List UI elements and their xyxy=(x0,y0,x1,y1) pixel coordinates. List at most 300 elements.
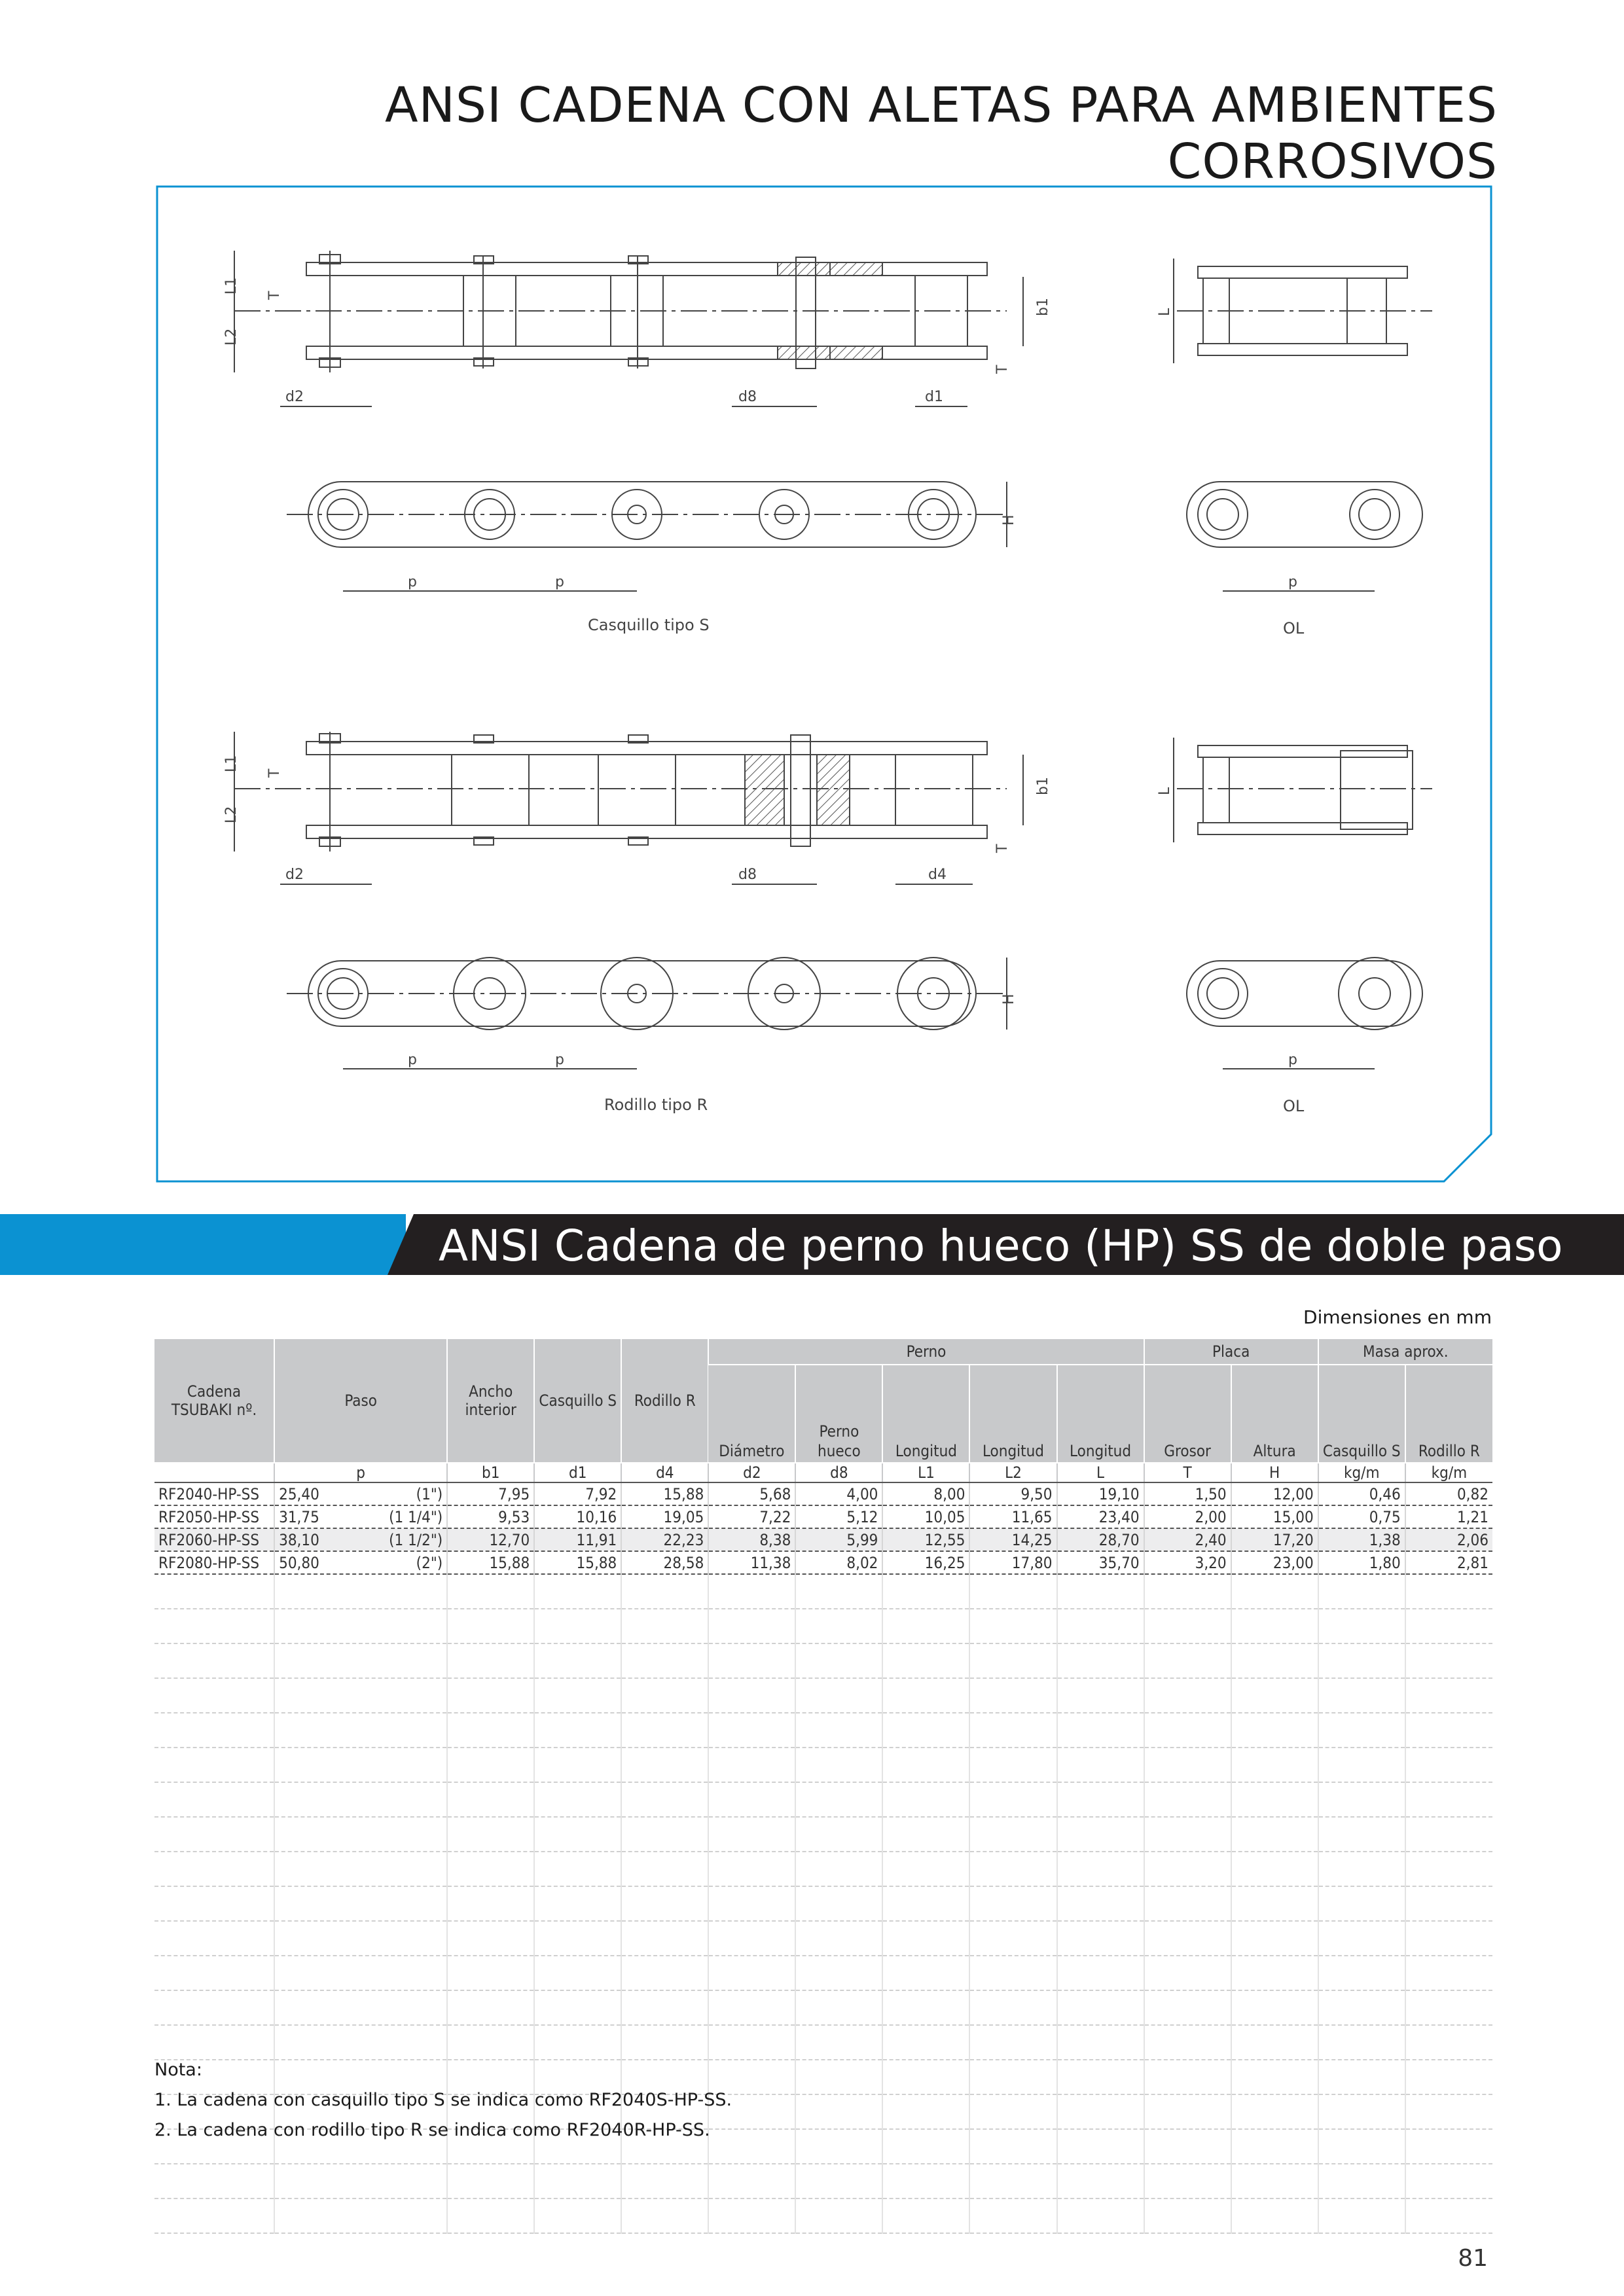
empty-cell xyxy=(708,1956,795,1990)
cell-mass-r: 2,06 xyxy=(1405,1528,1492,1551)
empty-cell xyxy=(795,2198,882,2233)
empty-cell xyxy=(274,1921,447,1956)
svg-text:p: p xyxy=(1288,1052,1297,1068)
empty-cell xyxy=(534,1643,621,1678)
empty-cell xyxy=(274,1643,447,1678)
col-rodillo: Rodillo R xyxy=(621,1339,708,1463)
symbol-cell: d1 xyxy=(534,1463,621,1482)
empty-cell xyxy=(1057,1713,1144,1748)
svg-text:H: H xyxy=(1001,514,1017,526)
symbol-cell: L xyxy=(1057,1463,1144,1482)
cell-l2: 17,80 xyxy=(969,1551,1056,1574)
empty-cell xyxy=(795,1609,882,1643)
empty-cell xyxy=(621,2198,708,2233)
empty-cell xyxy=(708,1678,795,1713)
empty-cell xyxy=(795,1990,882,2025)
empty-cell xyxy=(1144,1852,1231,1886)
empty-cell xyxy=(1318,2094,1405,2129)
cell-b1: 9,53 xyxy=(447,1505,534,1528)
empty-cell xyxy=(882,1852,969,1886)
empty-cell xyxy=(795,1643,882,1678)
empty-table-row xyxy=(154,1990,1492,2025)
empty-cell xyxy=(1144,1886,1231,1921)
empty-cell xyxy=(274,1990,447,2025)
cell-h: 12,00 xyxy=(1231,1482,1318,1505)
empty-cell xyxy=(1144,2129,1231,2164)
svg-text:L1: L1 xyxy=(223,277,240,295)
cell-h: 23,00 xyxy=(1231,1551,1318,1574)
svg-text:L: L xyxy=(1157,308,1173,316)
cell-h: 17,20 xyxy=(1231,1528,1318,1551)
empty-cell xyxy=(795,1782,882,1817)
col-grosor: Grosor xyxy=(1144,1365,1231,1463)
empty-cell xyxy=(274,1678,447,1713)
empty-cell xyxy=(621,1782,708,1817)
symbol-cell: d8 xyxy=(795,1463,882,1482)
empty-cell xyxy=(1405,1609,1492,1643)
empty-cell xyxy=(708,1643,795,1678)
empty-cell xyxy=(1405,2025,1492,2060)
empty-cell xyxy=(1318,2060,1405,2094)
empty-cell xyxy=(1057,1643,1144,1678)
empty-cell xyxy=(1405,2060,1492,2094)
cell-d2: 11,38 xyxy=(708,1551,795,1574)
col-casquillo: Casquillo S xyxy=(534,1339,621,1463)
empty-table-row xyxy=(154,1852,1492,1886)
cell-l1: 8,00 xyxy=(882,1482,969,1505)
empty-cell xyxy=(621,1817,708,1852)
empty-cell xyxy=(882,1921,969,1956)
empty-cell xyxy=(1144,1956,1231,1990)
empty-cell xyxy=(621,1713,708,1748)
table-row xyxy=(154,1528,1492,1551)
cell-d1: 7,92 xyxy=(534,1482,621,1505)
svg-text:d8: d8 xyxy=(738,867,757,883)
top-view-s xyxy=(223,251,1051,406)
empty-cell xyxy=(969,2198,1056,2233)
cell-l2: 11,65 xyxy=(969,1505,1056,1528)
empty-cell xyxy=(1057,1817,1144,1852)
page-number: 81 xyxy=(1458,2245,1488,2272)
empty-cell xyxy=(969,1574,1056,1609)
empty-cell xyxy=(1144,1678,1231,1713)
empty-cell xyxy=(621,1886,708,1921)
empty-cell xyxy=(1231,1956,1318,1990)
units-note: Dimensiones en mm xyxy=(1303,1306,1492,1328)
symbol-cell: b1 xyxy=(447,1463,534,1482)
svg-text:p: p xyxy=(408,1052,417,1068)
svg-text:d8: d8 xyxy=(738,389,757,405)
empty-cell xyxy=(795,2025,882,2060)
empty-table-row xyxy=(154,1574,1492,1609)
empty-cell xyxy=(1057,1886,1144,1921)
empty-cell xyxy=(1231,1886,1318,1921)
empty-cell xyxy=(154,1609,274,1643)
empty-cell xyxy=(154,1990,274,2025)
empty-cell xyxy=(795,1817,882,1852)
empty-cell xyxy=(1057,2094,1144,2129)
symbol-cell: L1 xyxy=(882,1463,969,1482)
empty-cell xyxy=(882,1817,969,1852)
empty-cell xyxy=(1144,2198,1231,2233)
empty-cell xyxy=(969,1990,1056,2025)
note-item: 1. La cadena con casquillo tipo S se indica como RF2040S-HP-SS. xyxy=(154,2090,732,2110)
empty-table-row xyxy=(154,1886,1492,1921)
top-view-r xyxy=(223,732,1051,884)
empty-cell xyxy=(621,1574,708,1609)
empty-cell xyxy=(447,1643,534,1678)
cell-mass-r: 2,81 xyxy=(1405,1551,1492,1574)
empty-cell xyxy=(708,1609,795,1643)
group-masa: Masa aprox. xyxy=(1318,1339,1492,1365)
empty-cell xyxy=(447,1609,534,1643)
empty-cell xyxy=(534,1886,621,1921)
svg-text:b1: b1 xyxy=(1035,777,1051,795)
cell-b1: 7,95 xyxy=(447,1482,534,1505)
empty-cell xyxy=(447,1990,534,2025)
empty-cell xyxy=(447,1852,534,1886)
empty-cell xyxy=(1057,1990,1144,2025)
table-row xyxy=(154,1505,1492,1528)
empty-cell xyxy=(1318,2164,1405,2198)
empty-cell xyxy=(154,2164,274,2198)
empty-cell xyxy=(795,1678,882,1713)
empty-cell xyxy=(274,1748,447,1782)
cell-t: 3,20 xyxy=(1144,1551,1231,1574)
empty-cell xyxy=(795,1886,882,1921)
empty-cell xyxy=(708,1782,795,1817)
empty-cell xyxy=(534,1990,621,2025)
empty-cell xyxy=(882,1782,969,1817)
empty-cell xyxy=(1318,1852,1405,1886)
cell-pitch: 38,10 (1 1/2") xyxy=(274,1528,447,1551)
cell-d4: 19,05 xyxy=(621,1505,708,1528)
empty-cell xyxy=(1231,1852,1318,1886)
svg-text:L1: L1 xyxy=(223,755,240,772)
empty-cell xyxy=(969,2164,1056,2198)
cell-t: 2,40 xyxy=(1144,1528,1231,1551)
empty-cell xyxy=(882,2198,969,2233)
empty-cell xyxy=(795,1574,882,1609)
empty-cell xyxy=(1057,2025,1144,2060)
empty-cell xyxy=(1144,1748,1231,1782)
empty-cell xyxy=(1144,2164,1231,2198)
symbol-cell xyxy=(154,1463,274,1482)
empty-table-row xyxy=(154,1609,1492,1643)
cell-d4: 15,88 xyxy=(621,1482,708,1505)
cell-d8: 4,00 xyxy=(795,1482,882,1505)
cell-mass-r: 0,82 xyxy=(1405,1482,1492,1505)
empty-cell xyxy=(1144,1574,1231,1609)
empty-cell xyxy=(969,2129,1056,2164)
svg-text:d2: d2 xyxy=(285,389,304,405)
symbol-cell: d2 xyxy=(708,1463,795,1482)
empty-cell xyxy=(969,2060,1056,2094)
empty-cell xyxy=(154,1678,274,1713)
empty-table-row xyxy=(154,1782,1492,1817)
col-masa-rodillo: Rodillo R xyxy=(1405,1365,1492,1463)
cell-model: RF2060-HP-SS xyxy=(154,1528,274,1551)
empty-cell xyxy=(1144,2025,1231,2060)
empty-cell xyxy=(154,1956,274,1990)
empty-cell xyxy=(447,1713,534,1748)
col-longitud-l1: Longitud xyxy=(882,1365,969,1463)
empty-cell xyxy=(154,1748,274,1782)
empty-cell xyxy=(154,1852,274,1886)
cell-model: RF2040-HP-SS xyxy=(154,1482,274,1505)
empty-cell xyxy=(1318,2025,1405,2060)
empty-table-row xyxy=(154,1817,1492,1852)
empty-cell xyxy=(1318,2198,1405,2233)
empty-cell xyxy=(708,2198,795,2233)
empty-cell xyxy=(1405,1817,1492,1852)
empty-cell xyxy=(621,1643,708,1678)
empty-cell xyxy=(1405,1852,1492,1886)
empty-cell xyxy=(969,1956,1056,1990)
empty-cell xyxy=(534,1574,621,1609)
empty-cell xyxy=(882,2025,969,2060)
col-altura: Altura xyxy=(1231,1365,1318,1463)
cell-l: 28,70 xyxy=(1057,1528,1144,1551)
cell-l1: 12,55 xyxy=(882,1528,969,1551)
empty-cell xyxy=(1231,1643,1318,1678)
empty-cell xyxy=(1057,1852,1144,1886)
empty-cell xyxy=(1144,1609,1231,1643)
svg-text:Casquillo tipo S: Casquillo tipo S xyxy=(588,616,710,634)
empty-cell xyxy=(1144,1782,1231,1817)
empty-cell xyxy=(795,2060,882,2094)
cell-l2: 14,25 xyxy=(969,1528,1056,1551)
cell-t: 2,00 xyxy=(1144,1505,1231,1528)
empty-cell xyxy=(882,1886,969,1921)
empty-cell xyxy=(708,1748,795,1782)
symbol-cell: d4 xyxy=(621,1463,708,1482)
empty-cell xyxy=(795,2164,882,2198)
empty-cell xyxy=(534,1956,621,1990)
svg-text:T: T xyxy=(994,844,1011,853)
svg-text:H: H xyxy=(1001,994,1017,1005)
cell-pitch: 31,75 (1 1/4") xyxy=(274,1505,447,1528)
empty-cell xyxy=(1057,1574,1144,1609)
empty-cell xyxy=(447,1748,534,1782)
empty-cell xyxy=(708,1921,795,1956)
empty-cell xyxy=(1231,1574,1318,1609)
empty-cell xyxy=(795,1921,882,1956)
cell-d8: 5,12 xyxy=(795,1505,882,1528)
empty-cell xyxy=(534,1782,621,1817)
empty-cell xyxy=(447,1678,534,1713)
empty-cell xyxy=(1318,1956,1405,1990)
empty-cell xyxy=(795,1713,882,1748)
empty-cell xyxy=(1318,1574,1405,1609)
empty-table-row xyxy=(154,1921,1492,1956)
cell-l: 23,40 xyxy=(1057,1505,1144,1528)
empty-cell xyxy=(621,1921,708,1956)
cell-pitch: 25,40 (1") xyxy=(274,1482,447,1505)
empty-cell xyxy=(969,1609,1056,1643)
svg-text:d1: d1 xyxy=(925,389,943,405)
svg-text:T: T xyxy=(266,768,283,778)
empty-cell xyxy=(708,1713,795,1748)
note-item: 2. La cadena con rodillo tipo R se indica como RF2040R-HP-SS. xyxy=(154,2120,710,2140)
cell-d4: 22,23 xyxy=(621,1528,708,1551)
empty-cell xyxy=(1318,1817,1405,1852)
col-longitud-l2: Longitud xyxy=(969,1365,1056,1463)
empty-cell xyxy=(1405,1990,1492,2025)
cell-l: 19,10 xyxy=(1057,1482,1144,1505)
empty-cell xyxy=(1057,1748,1144,1782)
empty-cell xyxy=(882,2060,969,2094)
empty-cell xyxy=(969,2025,1056,2060)
empty-cell xyxy=(1405,2129,1492,2164)
empty-cell xyxy=(795,1748,882,1782)
empty-cell xyxy=(1318,1678,1405,1713)
empty-cell xyxy=(1057,2060,1144,2094)
empty-cell xyxy=(1057,1678,1144,1713)
empty-cell xyxy=(1405,1643,1492,1678)
cell-mass-s: 1,38 xyxy=(1318,1528,1405,1551)
svg-text:L2: L2 xyxy=(223,806,240,823)
empty-cell xyxy=(1057,2129,1144,2164)
empty-cell xyxy=(1231,1609,1318,1643)
empty-cell xyxy=(708,1886,795,1921)
table-row xyxy=(154,1482,1492,1505)
empty-cell xyxy=(1144,1643,1231,1678)
svg-text:T: T xyxy=(994,365,1011,374)
empty-cell xyxy=(447,2198,534,2233)
symbol-cell: kg/m xyxy=(1405,1463,1492,1482)
cell-mass-s: 0,75 xyxy=(1318,1505,1405,1528)
empty-cell xyxy=(274,1609,447,1643)
empty-cell xyxy=(1318,1886,1405,1921)
empty-cell xyxy=(1144,2094,1231,2129)
col-cadena: Cadena TSUBAKI nº. xyxy=(154,1339,274,1463)
frame-border xyxy=(157,187,1491,1181)
empty-cell xyxy=(1231,2164,1318,2198)
empty-cell xyxy=(154,1921,274,1956)
empty-cell xyxy=(1318,1921,1405,1956)
empty-cell xyxy=(274,1956,447,1990)
empty-cell xyxy=(1405,2198,1492,2233)
empty-cell xyxy=(1405,1921,1492,1956)
front-view-r xyxy=(287,958,1017,1114)
empty-cell xyxy=(708,1852,795,1886)
cell-d2: 5,68 xyxy=(708,1482,795,1505)
cell-l1: 16,25 xyxy=(882,1551,969,1574)
empty-cell xyxy=(1405,1713,1492,1748)
empty-cell xyxy=(447,2164,534,2198)
empty-cell xyxy=(534,1748,621,1782)
table-symbol-row xyxy=(154,1463,1492,1482)
empty-cell xyxy=(1231,2025,1318,2060)
svg-text:d2: d2 xyxy=(285,867,304,883)
empty-cell xyxy=(447,1817,534,1852)
empty-cell xyxy=(274,1713,447,1748)
group-placa: Placa xyxy=(1144,1339,1318,1365)
empty-cell xyxy=(1318,1609,1405,1643)
empty-cell xyxy=(1318,1713,1405,1748)
empty-cell xyxy=(969,2094,1056,2129)
empty-cell xyxy=(447,1956,534,1990)
empty-cell xyxy=(154,1643,274,1678)
empty-cell xyxy=(969,1643,1056,1678)
empty-cell xyxy=(447,1886,534,1921)
empty-cell xyxy=(969,1713,1056,1748)
front-view-s xyxy=(287,482,1017,634)
empty-cell xyxy=(621,1609,708,1643)
empty-cell xyxy=(1144,1713,1231,1748)
empty-cell xyxy=(274,1782,447,1817)
front-view-ol-r xyxy=(1187,958,1422,1115)
empty-cell xyxy=(154,1713,274,1748)
empty-cell xyxy=(1318,1643,1405,1678)
empty-cell xyxy=(534,1921,621,1956)
cell-d1: 10,16 xyxy=(534,1505,621,1528)
empty-cell xyxy=(969,1678,1056,1713)
empty-cell xyxy=(1318,2129,1405,2164)
empty-cell xyxy=(1231,1782,1318,1817)
empty-cell xyxy=(154,1574,274,1609)
empty-cell xyxy=(882,1956,969,1990)
empty-cell xyxy=(534,2198,621,2233)
empty-cell xyxy=(969,1921,1056,1956)
symbol-cell: T xyxy=(1144,1463,1231,1482)
cell-mass-s: 1,80 xyxy=(1318,1551,1405,1574)
svg-text:d4: d4 xyxy=(928,867,947,883)
empty-cell xyxy=(1231,1817,1318,1852)
empty-cell xyxy=(882,1609,969,1643)
empty-cell xyxy=(274,1852,447,1886)
empty-cell xyxy=(1231,1748,1318,1782)
empty-cell xyxy=(1405,1782,1492,1817)
empty-cell xyxy=(1405,1678,1492,1713)
empty-cell xyxy=(447,1574,534,1609)
empty-cell xyxy=(1231,1921,1318,1956)
empty-table-row xyxy=(154,1713,1492,1748)
empty-cell xyxy=(1057,1782,1144,1817)
section-title: ANSI Cadena de perno hueco (HP) SS de doble paso xyxy=(439,1221,1563,1271)
empty-cell xyxy=(882,1643,969,1678)
empty-cell xyxy=(1144,1817,1231,1852)
empty-cell xyxy=(1144,1921,1231,1956)
cell-d4: 28,58 xyxy=(621,1551,708,1574)
empty-cell xyxy=(154,2198,274,2233)
empty-cell xyxy=(969,1817,1056,1852)
empty-cell xyxy=(882,2129,969,2164)
empty-cell xyxy=(274,1574,447,1609)
empty-cell xyxy=(969,1886,1056,1921)
cell-mass-r: 1,21 xyxy=(1405,1505,1492,1528)
empty-table-row xyxy=(154,1748,1492,1782)
empty-cell xyxy=(447,1782,534,1817)
empty-cell xyxy=(1057,2164,1144,2198)
empty-cell xyxy=(1405,1956,1492,1990)
symbol-cell: p xyxy=(274,1463,447,1482)
empty-cell xyxy=(795,2094,882,2129)
empty-cell xyxy=(1231,2060,1318,2094)
empty-cell xyxy=(1405,2094,1492,2129)
empty-cell xyxy=(969,1748,1056,1782)
empty-cell xyxy=(1405,1886,1492,1921)
empty-cell xyxy=(534,2164,621,2198)
empty-cell xyxy=(708,1990,795,2025)
notes xyxy=(154,2055,732,2145)
cell-d2: 7,22 xyxy=(708,1505,795,1528)
cell-b1: 12,70 xyxy=(447,1528,534,1551)
empty-cell xyxy=(1318,1990,1405,2025)
empty-cell xyxy=(1057,1609,1144,1643)
col-ancho: Ancho interior xyxy=(447,1339,534,1463)
